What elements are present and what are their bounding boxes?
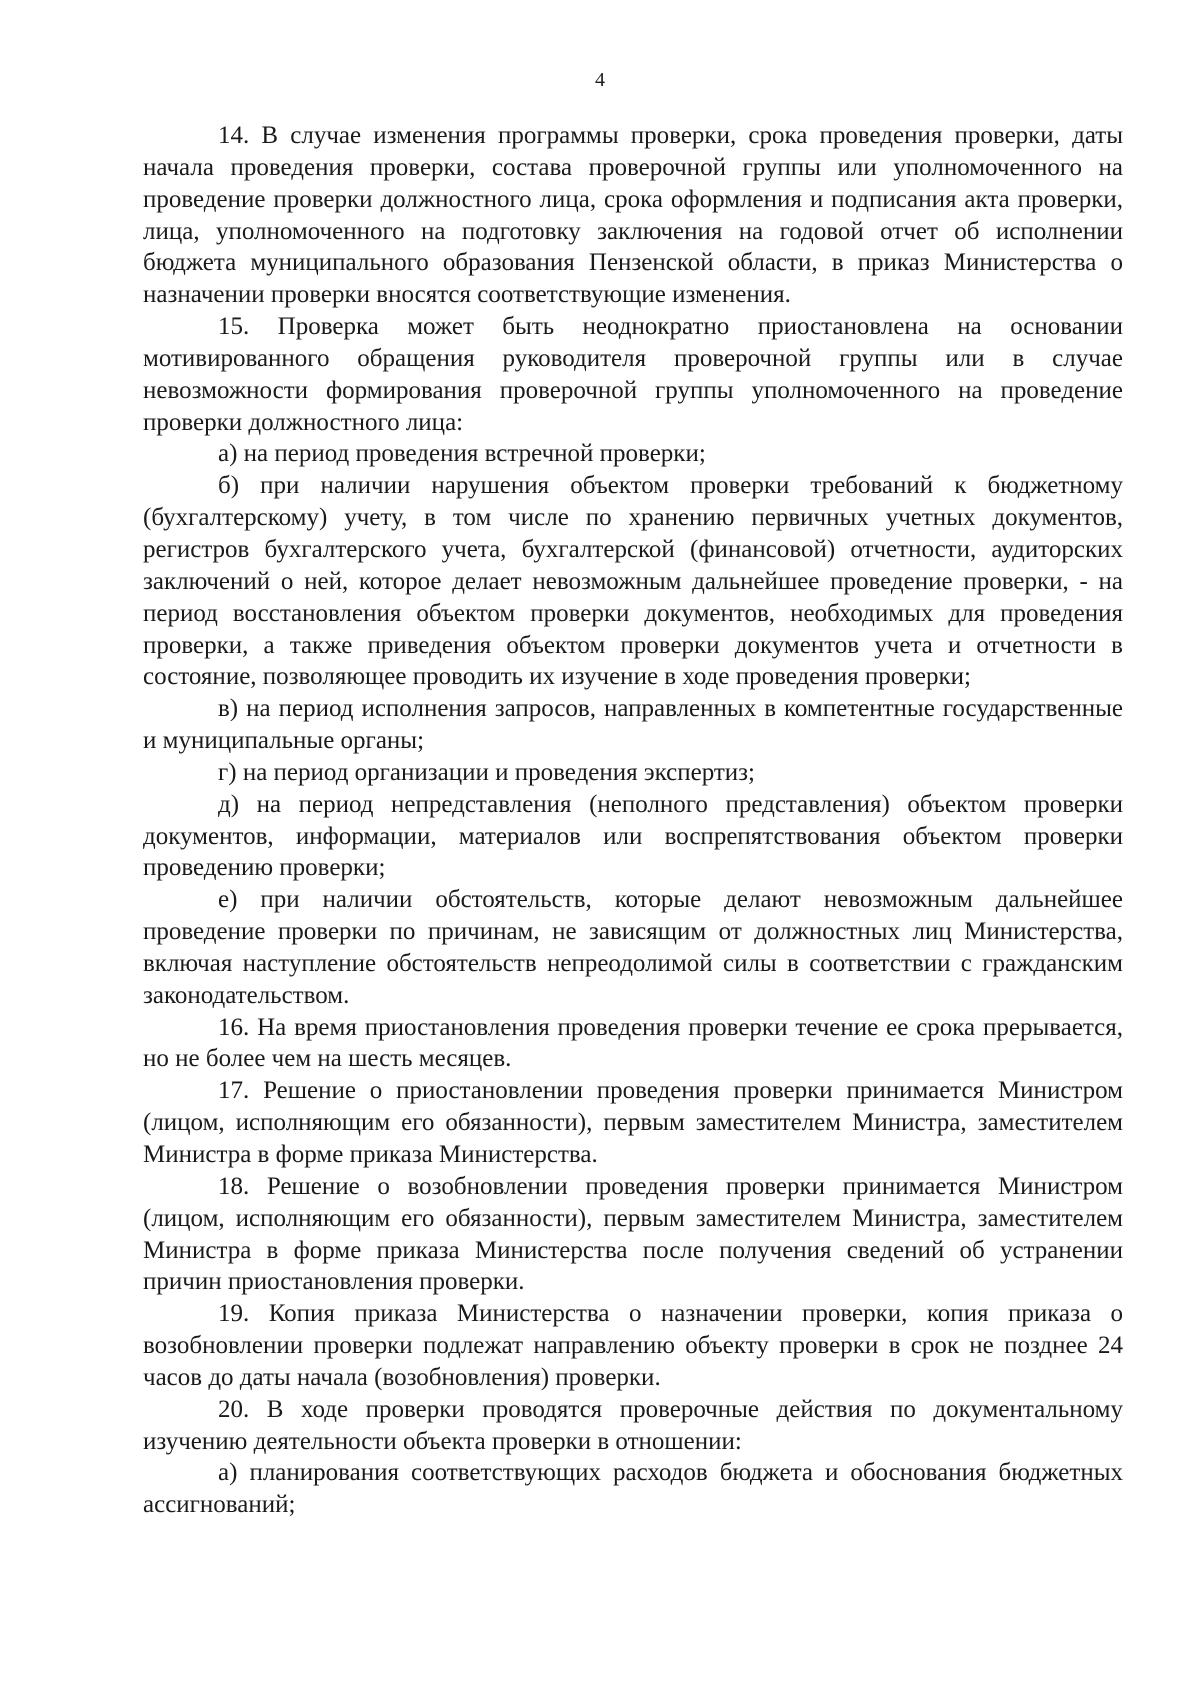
paragraph-15: 15. Проверка может быть неоднократно приостановлена на основании мотивированного обращения руководителя проверочной группы или в случае невозможности формирования проверочной группы уполномоченного на проведение проверки должностного лица: (143, 313, 1123, 436)
paragraph-20-item-a: а) планирования соответствующих расходов бюджета и обоснования бюджетных ассигнований; (143, 1459, 1123, 1519)
paragraph-16: 16. На время приостановления проведения проверки течение ее срока прерывается, но не более чем на шесть месяцев. (143, 1013, 1123, 1073)
paragraph-15-item-b: б) при наличии нарушения объектом проверки требований к бюджетному (бухгалтерскому) учету, в том числе по хранению первичных учетных документов, регистров бухгалтерского учета, бухгалтерской (финансовой) отчетности, аудиторских заключений о ней, которое делает невозможным дальнейшее проведение проверки, - на период восстановления объектом проверки документов, необходимых для проведения проверки, а также приведения объектом проверки документов учета и отчетности в состояние, позволяющее проводить их изучение в ходе проведения проверки; (143, 472, 1123, 691)
paragraph-15-item-e: е) при наличии обстоятельств, которые делают невозможным дальнейшее проведение проверки по причинам, не зависящим от должностных лиц Министерства, включая наступление обстоятельств непреодолимой силы в соответствии с гражданским законодательством. (143, 886, 1123, 1009)
paragraph-15-item-a: а) на период проведения встречной проверки; (218, 440, 706, 468)
paragraph-19: 19. Копия приказа Министерства о назначении проверки, копия приказа о возобновлении проверки подлежат направлению объекту проверки в срок не позднее 24 часов до даты начала (возобновления) проверки. (143, 1300, 1123, 1391)
page-number: 4 (595, 69, 605, 91)
paragraph-14: 14. В случае изменения программы проверки, срока проведения проверки, даты начала проведения проверки, состава проверочной группы или уполномоченного на проведение проверки должностного лица, срока оформления и подписания акта проверки, лица, уполномоченного на подготовку заключения на годовой отчет об исполнении бюджета муниципального образования Пензенской области, в приказ Министерства о назначении проверки вносятся соответствующие изменения. (143, 122, 1123, 309)
paragraph-17: 17. Решение о приостановлении проведения проверки принимается Министром (лицом, исполняющим его обязанности), первым заместителем Министра, заместителем Министра в форме приказа Министерства. (143, 1077, 1123, 1168)
paragraph-18: 18. Решение о возобновлении проведения проверки принимается Министром (лицом, исполняющим его обязанности), первым заместителем Министра, заместителем Министра в форме приказа Министерства после получения сведений об устранении причин приостановления проверки. (143, 1172, 1123, 1296)
paragraph-15-item-d: д) на период непредставления (неполного представления) объектом проверки документов, информации, материалов или воспрепятствования объектом проверки проведению проверки; (143, 790, 1123, 882)
paragraph-20: 20. В ходе проверки проводятся проверочные действия по документальному изучению деятельности объекта проверки в отношении: (143, 1395, 1123, 1455)
paragraph-15-item-g: г) на период организации и проведения экспертиз; (218, 758, 755, 786)
document-body (143, 120, 1123, 1521)
paragraph-15-item-v: в) на период исполнения запросов, направленных в компетентные государственные и муниципальные органы; (143, 695, 1123, 755)
